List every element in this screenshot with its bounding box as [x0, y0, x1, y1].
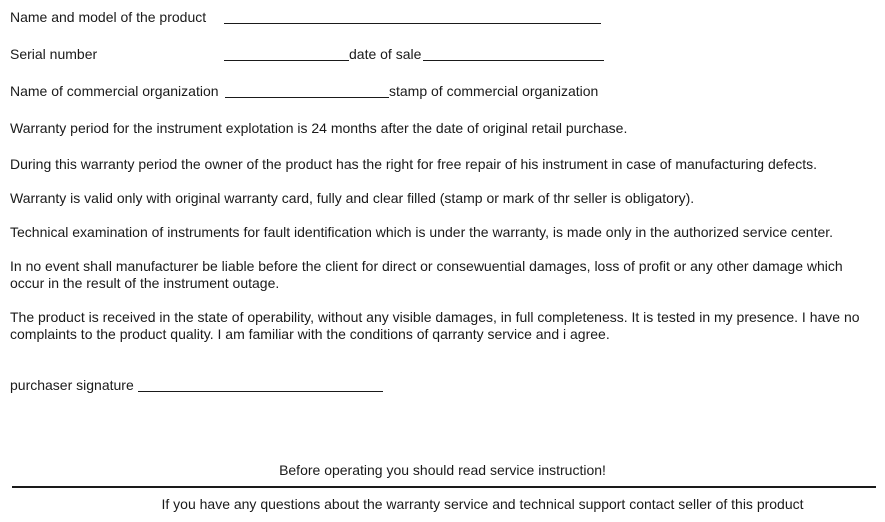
term-acceptance: The product is received in the state of operability, without any visible damages, in full completeness. It is tested in my presence. I have no complaints to the product quality. I am familiar with the conditions of qarranty service and i agree. — [10, 309, 860, 342]
term-card-validity: Warranty is valid only with original warranty card, fully and clear filled (stamp or mark of thr seller is obligatory). — [10, 190, 695, 206]
date-of-sale-label: date of sale — [349, 46, 422, 62]
term-liability: In no event shall manufacturer be liable before the client for direct or consewuential damages, loss of profit or any other damage which occur in the result of the instrument outage. — [10, 258, 843, 291]
term-warranty-period: Warranty period for the instrument explotation is 24 months after the date of original retail purchase. — [10, 120, 628, 136]
signature-field[interactable] — [138, 391, 383, 392]
footer-divider — [12, 486, 876, 488]
term-free-repair: During this warranty period the owner of the product has the right for free repair of his instrument in case of manufacturing defects. — [10, 156, 817, 172]
term-technical-examination: Technical examination of instruments for fault identification which is under the warranty, is made only in the authorized service center. — [10, 224, 834, 240]
commercial-org-label: Name of commercial organization — [10, 83, 219, 99]
contact-notice: If you have any questions about the warranty service and technical support contact seller of this product — [161, 496, 804, 512]
serial-number-field[interactable] — [224, 60, 349, 61]
signature-label: purchaser signature — [10, 377, 134, 393]
product-name-field[interactable] — [224, 23, 601, 24]
service-notice: Before operating you should read service instruction! — [279, 462, 606, 478]
date-of-sale-field[interactable] — [423, 60, 604, 61]
serial-number-label: Serial number — [10, 46, 98, 62]
commercial-org-field[interactable] — [225, 97, 389, 98]
product-name-label: Name and model of the product — [10, 9, 207, 25]
stamp-label: stamp of commercial organization — [389, 83, 599, 99]
